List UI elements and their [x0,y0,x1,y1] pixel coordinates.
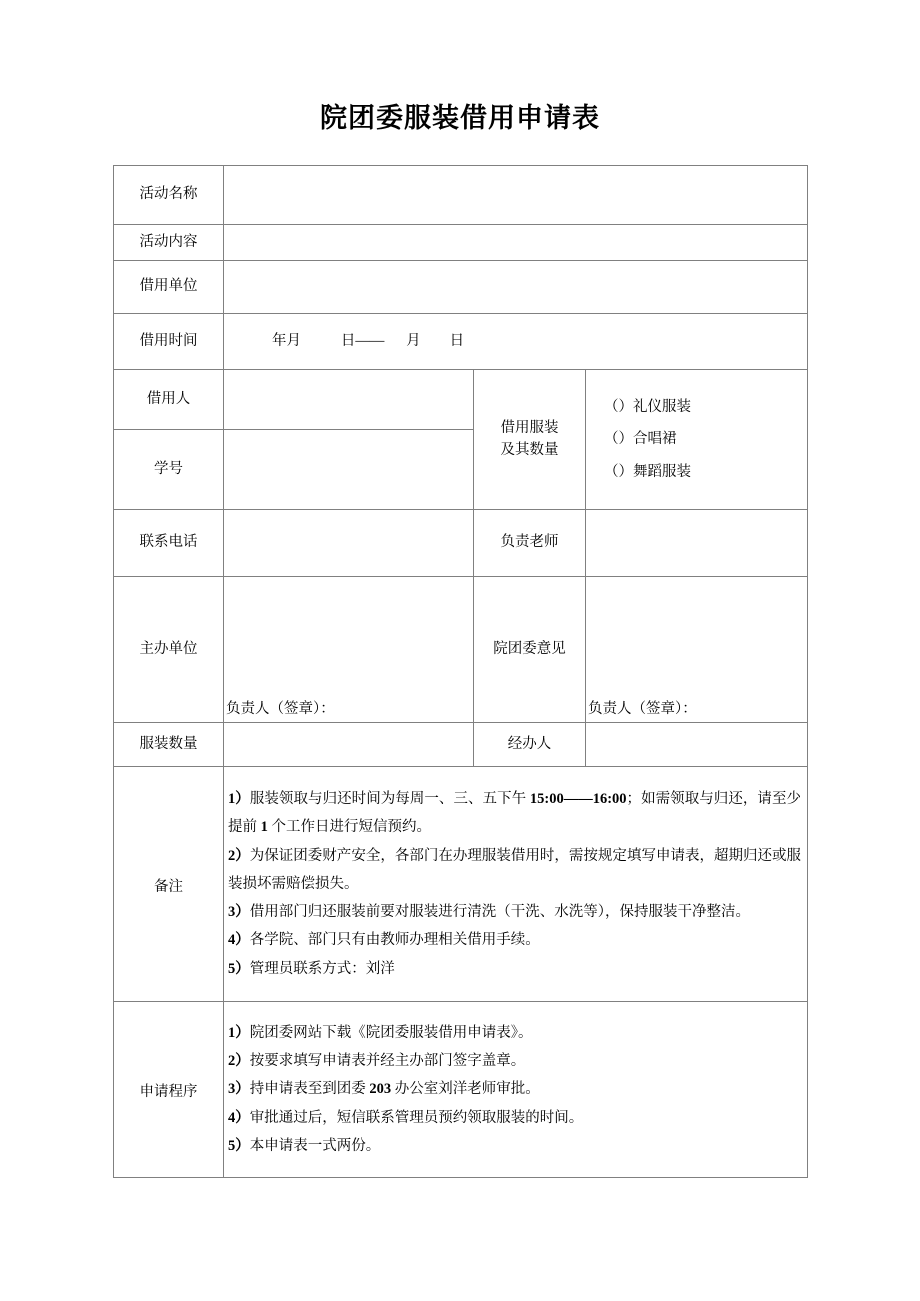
table-row-borrow-unit [114,261,808,314]
handler-label: 经办人 [474,723,586,767]
phone-input[interactable] [224,510,474,577]
remark-item-text: 个工作日进行短信预约。 [267,819,431,836]
table-row-contact [114,510,808,577]
remark-item-text: 15:00——16:00 [529,791,627,808]
remark-item-text: 1 [260,819,268,836]
remark-item [228,955,801,983]
handler-input[interactable] [586,723,808,767]
procedure-item [228,1075,801,1103]
clothing-count-label: 服装数量 [114,723,224,767]
remark-item-index: 4） [228,932,250,949]
procedure-item-text: 本申请表一式两份。 [249,1137,381,1154]
borrower-input[interactable] [224,370,474,430]
clothing-option-dance[interactable]: （）舞蹈服装 [604,463,691,480]
borrower-label: 借用人 [114,370,224,430]
sponsor-unit-label: 主办单位 [114,577,224,723]
remark-item-text: 为保证团委财产安全，各部门在办理服装借用时，需按规定填写申请表，超期归还或服装损坏需赔偿损失。 [228,847,802,892]
procedure-item-index: 1） [228,1024,250,1041]
activity-name-input[interactable] [224,166,808,225]
sponsor-unit-signature-cell[interactable] [224,577,474,723]
remark-item [228,842,801,899]
borrow-time-label: 借用时间 [114,314,224,370]
procedure-item-index: 3） [228,1081,250,1098]
table-row-borrower [114,370,808,430]
remark-item-index: 3） [228,904,250,921]
table-row-procedure [114,1002,808,1178]
procedure-item-text: 按要求填写申请表并经主办部门签字盖章。 [249,1053,526,1070]
remark-item [228,898,801,926]
procedure-item-text: 院团委网站下载《院团委服装借用申请表》。 [249,1024,533,1041]
committee-opinion-label: 院团委意见 [474,577,586,723]
clothing-type-label [474,370,586,510]
procedure-item-text: 办公室刘洋老师审批。 [391,1081,540,1098]
borrow-time-value: 年月 日—— 月 日 [272,332,465,349]
procedure-item-index: 4） [228,1109,250,1126]
responsible-teacher-input[interactable] [586,510,808,577]
remark-item-index: 2） [228,847,250,864]
clothing-option-choir-skirt[interactable]: （）合唱裙 [604,431,677,448]
procedure-list [228,1019,801,1160]
borrow-unit-input[interactable] [224,261,808,314]
phone-label: 联系电话 [114,510,224,577]
clothing-count-input[interactable] [224,723,474,767]
remark-item [228,785,801,842]
responsible-teacher-label: 负责老师 [474,510,586,577]
committee-signature-label: 负责人（签章）： [588,701,697,718]
remarks-list [228,785,801,983]
borrow-unit-label: 借用单位 [114,261,224,314]
clothing-options-group [586,370,808,510]
activity-name-label: 活动名称 [114,166,224,225]
remark-item-text: 服装领取与归还时间为每周一、三、五下午 [249,791,530,808]
remark-item-index: 1） [228,791,250,808]
procedure-content [224,1002,808,1178]
committee-signature-cell[interactable] [586,577,808,723]
remark-item-text: 借用部门归还服装前要对服装进行清洗（干洗、水洗等），保持服装干净整洁。 [249,904,750,921]
remarks-label: 备注 [114,767,224,1002]
remark-item [228,926,801,954]
procedure-item-index: 2） [228,1053,250,1070]
table-row-clothing-count [114,723,808,767]
remark-item-text: 各学院、部门只有由教师办理相关借用手续。 [249,932,540,949]
remark-item-text: ；如需领取与归还，请至少提前 [228,791,802,836]
procedure-item [228,1019,801,1047]
clothing-type-label-line2: 及其数量 [500,441,559,458]
procedure-item-text: 203 [369,1081,392,1098]
student-id-label: 学号 [114,430,224,510]
remark-item-text: 管理员联系方式：刘洋 [249,960,395,977]
application-form-table [113,165,808,1178]
student-id-input[interactable] [224,430,474,510]
page-title: 院团委服装借用申请表 [320,103,600,133]
activity-content-label: 活动内容 [114,225,224,261]
activity-content-input[interactable] [224,225,808,261]
procedure-item [228,1104,801,1132]
procedure-item [228,1132,801,1160]
clothing-option-ceremonial[interactable]: （）礼仪服装 [604,398,691,415]
table-row-sponsor-opinion [114,577,808,723]
table-row-activity-name [114,166,808,225]
table-row-activity-content [114,225,808,261]
procedure-item-index: 5） [228,1137,250,1154]
borrow-time-input[interactable] [224,314,808,370]
remark-item-index: 5） [228,960,250,977]
sponsor-signature-label: 负责人（签章）： [226,701,335,718]
clothing-type-label-line1: 借用服装 [500,419,559,436]
table-row-remarks [114,767,808,1002]
table-row-borrow-time [114,314,808,370]
remarks-content [224,767,808,1002]
procedure-item-text: 审批通过后，短信联系管理员预约领取服装的时间。 [249,1109,584,1126]
procedure-item-text: 持申请表至到团委 [249,1081,370,1098]
procedure-item [228,1047,801,1075]
procedure-label: 申请程序 [114,1002,224,1178]
